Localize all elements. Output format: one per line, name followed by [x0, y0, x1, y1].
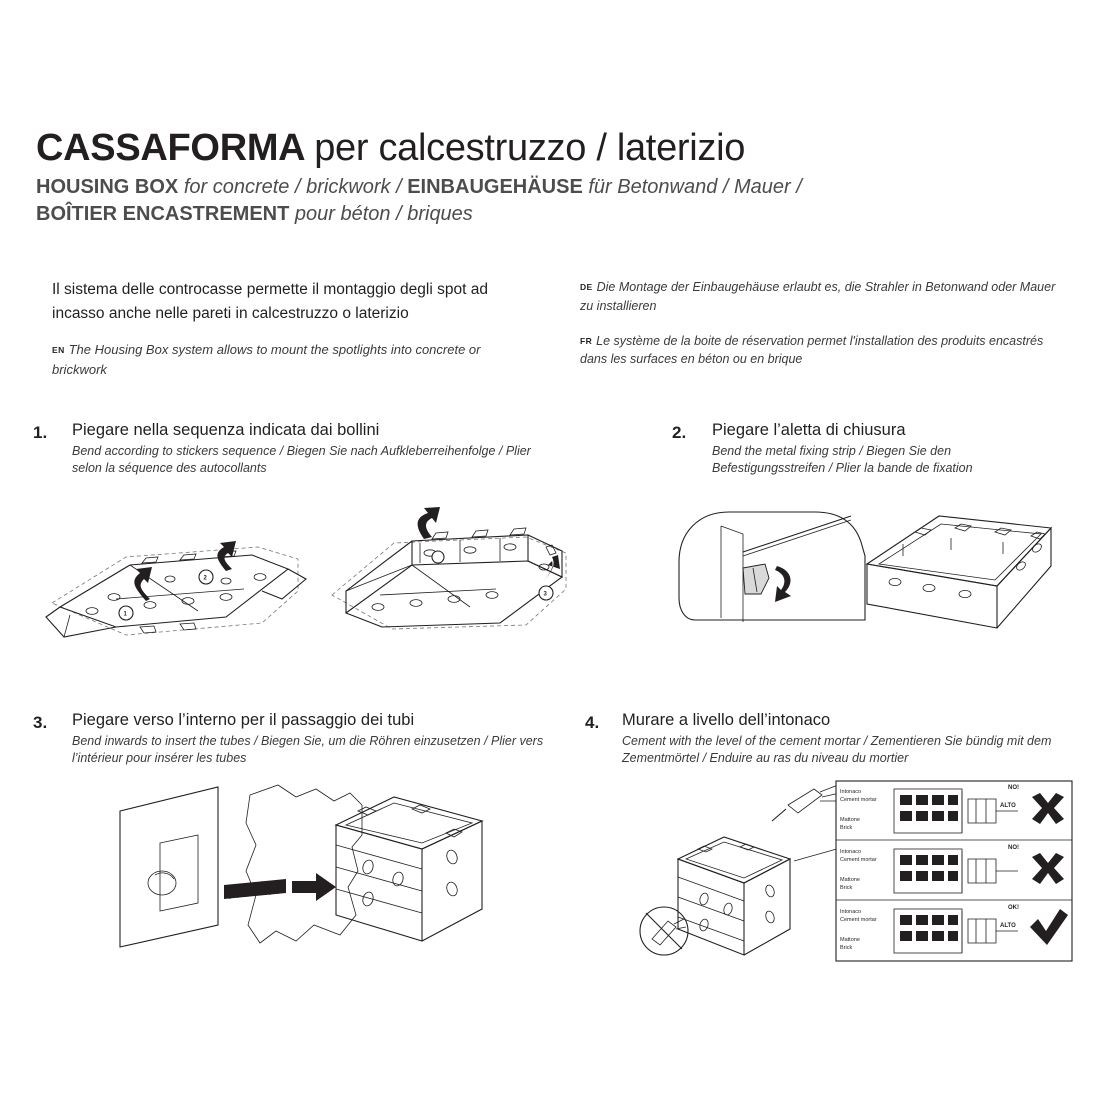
panel-3-level-tag: ALTO	[1000, 923, 1016, 929]
step-2-desc: Bend the metal fixing strip / Biegen Sie den Befestigungsstreifen / Plier la bande de fixation	[712, 443, 973, 476]
page-subtitle-fr-rest: pour béton / briques	[294, 203, 473, 226]
figure-3-wall	[120, 787, 218, 947]
page-subtitle-rest: for concrete / brickwork /	[183, 176, 408, 199]
figure-2-box	[867, 516, 1051, 628]
step-2-title: Piegare l’aletta di chiusura	[712, 421, 906, 439]
marker-2-label: 2	[203, 575, 207, 582]
panel-2-label-top-1: Intonaco	[840, 849, 862, 855]
step-3-number: 3.	[33, 713, 48, 732]
intro-french-text: Le système de la boite de réservation permet l'installation des produits encastrés dans les surfaces en béton ou en brique	[580, 333, 1044, 367]
panel-1-label-top-1: Intonaco	[840, 789, 862, 795]
step-1-number: 1.	[33, 423, 48, 442]
lang-tag-fr: FR	[580, 335, 593, 346]
step-2-heading	[712, 420, 1012, 478]
step-1-desc: Bend according to stickers sequence / Biegen Sie nach Aufkleberreihenfolge / Plier selon la séquence des autocollants	[72, 443, 531, 476]
step-4-number: 4.	[585, 713, 600, 732]
intro-right-column	[580, 278, 1060, 369]
panel-2-label-bot-2: Brick	[840, 885, 853, 891]
step-4-heading	[622, 710, 1072, 768]
step-3-heading	[72, 710, 552, 768]
marker-3-label: 3	[543, 591, 547, 598]
figure-step-1	[30, 495, 610, 685]
figure-4-box	[678, 837, 790, 955]
page-title	[36, 128, 1056, 169]
panel-3-label-bot-1: Mattone	[840, 937, 860, 943]
panel-1-verdict: NO!	[1008, 785, 1019, 791]
figure-step-4	[608, 765, 1078, 975]
page-subtitle-bold2: EINBAUGEHÄUSE	[407, 176, 583, 199]
page-subtitle	[36, 174, 1056, 201]
panel-3-verdict: OK!	[1008, 905, 1019, 911]
panel-1-level-tag: ALTO	[1000, 803, 1016, 809]
figure-4-panels	[836, 781, 1072, 961]
intro-english-text: The Housing Box system allows to mount the spotlights into concrete or brickwork	[52, 342, 481, 377]
figure-4-trowel	[772, 785, 840, 821]
intro-left-column	[52, 278, 522, 379]
figure-1-folded-blank	[332, 507, 566, 629]
intro-english	[52, 340, 522, 379]
panel-1-label-bot-2: Brick	[840, 825, 853, 831]
figure-1-flat-blank	[46, 541, 306, 637]
figure-2-detail	[679, 512, 865, 622]
step-2-number: 2.	[672, 423, 687, 442]
panel-2-label-bot-1: Mattone	[840, 877, 860, 883]
page-subtitle-fr-bold: BOÎTIER ENCASTREMENT	[36, 203, 290, 226]
panel-1-label-bot-1: Mattone	[840, 817, 860, 823]
panel-3-label-top-2: Cement mortar	[840, 917, 877, 923]
page-subtitle-bold: HOUSING BOX	[36, 176, 179, 199]
figure-step-2	[665, 490, 1065, 680]
step-1-title: Piegare nella sequenza indicata dai bollini	[72, 421, 380, 439]
marker-1-label: 1	[123, 611, 127, 618]
figure-4-prohibited-icon	[640, 907, 688, 955]
panel-1-label-top-2: Cement mortar	[840, 797, 877, 803]
step-3-title: Piegare verso l’interno per il passaggio dei tubi	[72, 711, 415, 729]
intro-german	[580, 278, 1060, 316]
figure-step-3	[100, 775, 540, 970]
page-subtitle-fr	[36, 201, 1056, 228]
intro-german-text: Die Montage der Einbaugehäuse erlaubt es, die Strahler in Betonwand oder Mauer zu installieren	[580, 280, 1056, 313]
page-title-rest: per calcestruzzo / laterizio	[314, 127, 746, 169]
lang-tag-en: EN	[52, 345, 65, 356]
figure-3-tube	[224, 879, 286, 899]
page-subtitle-rest2: für Betonwand / Mauer /	[588, 176, 802, 199]
step-4-desc: Cement with the level of the cement mortar / Zementieren Sie bündig mit dem Zementmörtel / Enduire au ras du niveau du mortier	[622, 733, 1052, 766]
step-3-desc: Bend inwards to insert the tubes / Biegen Sie, um die Röhren einzusetzen / Plier vers l’intérieur pour insérer les tubes	[72, 733, 544, 766]
page-title-bold: CASSAFORMA	[36, 127, 304, 169]
panel-2-label-top-2: Cement mortar	[840, 857, 877, 863]
panel-3-label-bot-2: Brick	[840, 945, 853, 951]
panel-3-label-top-1: Intonaco	[840, 909, 862, 915]
page-header	[36, 128, 1056, 228]
intro-french	[580, 332, 1060, 370]
intro-italian: Il sistema delle controcasse permette il montaggio degli spot ad incasso anche nelle pareti in calcestruzzo o laterizio	[52, 281, 488, 323]
step-4-title: Murare a livello dell’intonaco	[622, 711, 831, 729]
panel-2-verdict: NO!	[1008, 845, 1019, 851]
lang-tag-de: DE	[580, 282, 593, 292]
step-1-heading	[72, 420, 552, 478]
